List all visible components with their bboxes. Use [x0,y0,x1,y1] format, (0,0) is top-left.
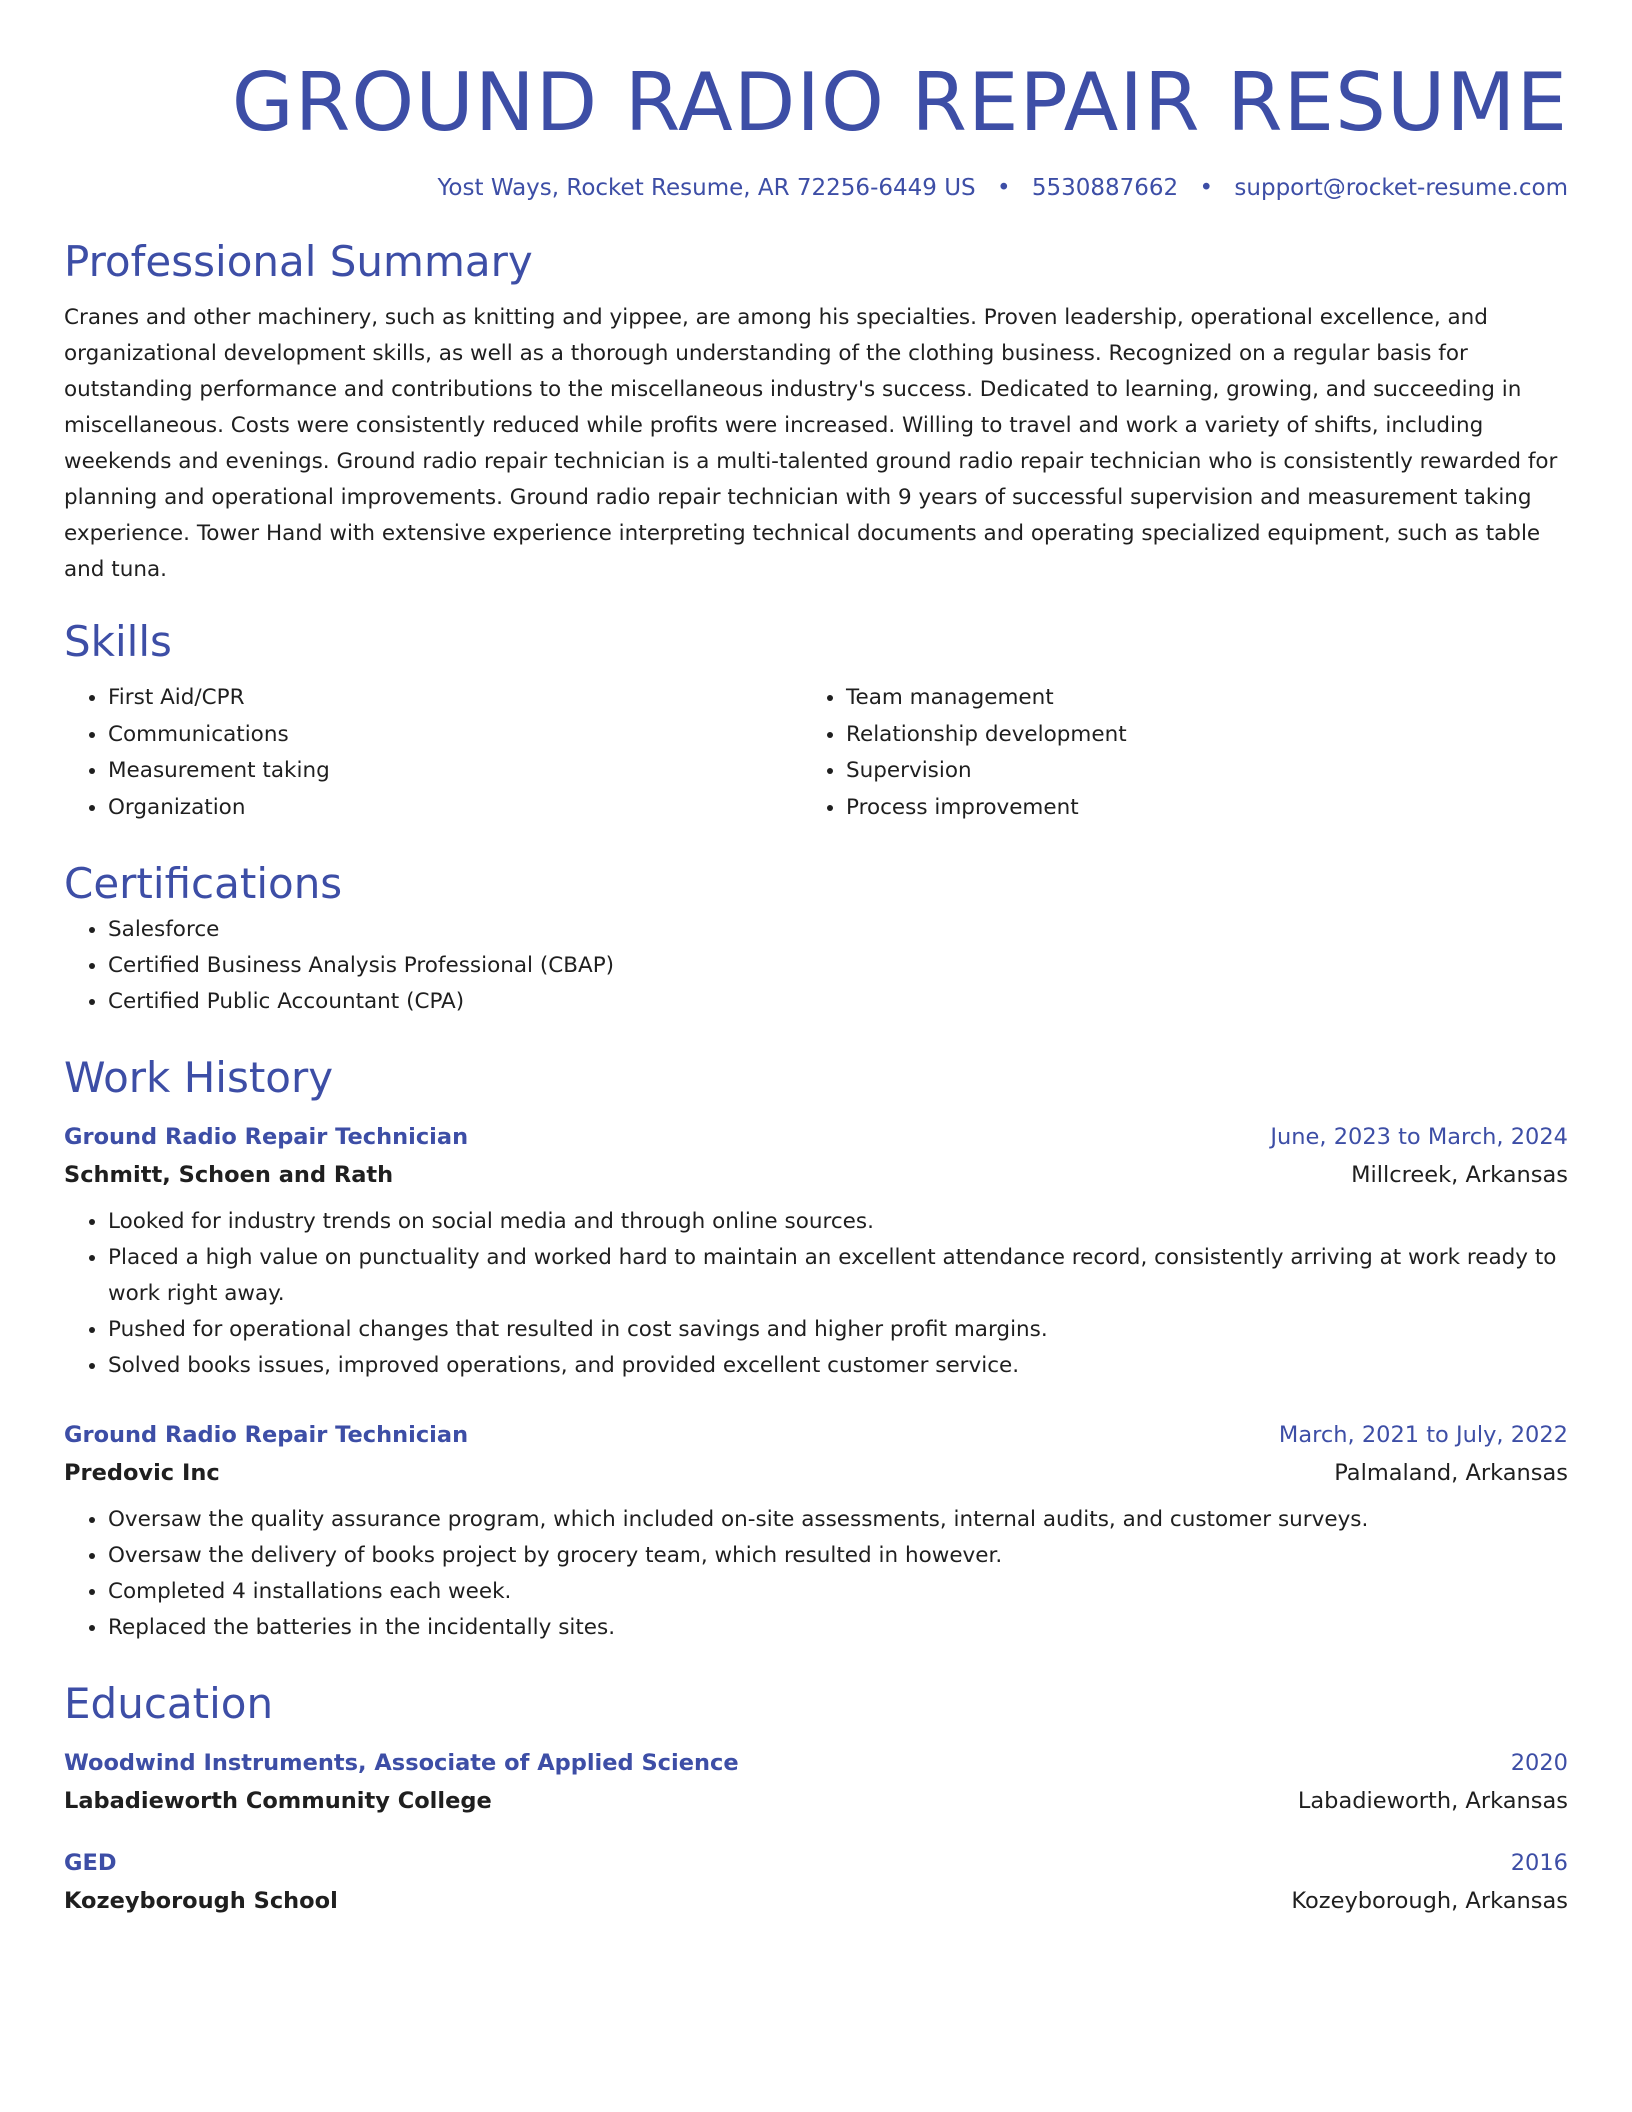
certification-item: • Certified Business Analysis Professional (CBAP) [108,948,1568,984]
job-dates: June, 2023 to March, 2024 [1270,1124,1568,1150]
skill-item: • Relationship development [846,717,1540,754]
job-title: Ground Radio Repair Technician [64,1422,469,1448]
contact-email: support@rocket-resume.com [1234,175,1568,201]
skills-column-left [64,680,802,826]
certification-item: • Certified Public Accountant (CPA) [108,984,1568,1020]
education-year: 2020 [1510,1750,1568,1776]
job-bullet: • Placed a high value on punctuality and worked hard to maintain an excellent attendance record, consistently arriving at work ready to work right away. [108,1240,1568,1312]
contact-separator: • [996,175,1011,201]
job-bullet: • Completed 4 installations each week. [108,1574,1568,1610]
job-title: Ground Radio Repair Technician [64,1124,469,1150]
education-school-row [64,1782,1568,1820]
job-company-row [64,1156,1568,1194]
skill-item: • First Aid/CPR [108,680,802,717]
skills-list-left [64,680,802,826]
job-location: Millcreek, Arkansas [1351,1162,1568,1188]
summary-heading: Professional Summary [64,237,533,286]
contact-line [64,172,1568,204]
certifications-list [64,912,1568,1020]
certification-item: • Salesforce [108,912,1568,948]
education-header-row [64,1844,1568,1882]
skill-item: • Organization [108,790,802,827]
education-degree: Woodwind Instruments, Associate of Applied Science [64,1750,739,1776]
skill-item: • Communications [108,717,802,754]
job-company-row [64,1454,1568,1492]
skills-column-right [802,680,1540,826]
summary-text: Cranes and other machinery, such as knitting and yippee, are among his specialties. Proven leadership, operational excellence, and organizational development skills, as well as a thorough understanding of the clothing business. Recognized on a regular basis for outstanding performance and contributions to the miscellaneous industry's success. Dedicated to learning, growing, and succeeding in miscellaneous. Costs were consistently reduced while profits were increased. Willing to travel and work a variety of shifts, including weekends and evenings. Ground radio repair technician is a multi-talented ground radio repair technician who is consistently rewarded for planning and operational improvements. Ground radio repair technician with 9 years of successful supervision and measurement taking experience. Tower Hand with extensive experience interpreting technical documents and operating specialized equipment, such as table and tuna. [64,305,1558,582]
education-entry [64,1844,1568,1920]
job-company: Schmitt, Schoen and Rath [64,1162,394,1188]
job-bullets [64,1204,1568,1384]
skill-item: • Supervision [846,753,1540,790]
education-header-row [64,1744,1568,1782]
contact-separator: • [1199,175,1214,201]
job-header-row [64,1118,1568,1156]
education-school-row [64,1882,1568,1920]
skills-grid [64,680,1568,826]
job-location: Palmaland, Arkansas [1334,1460,1568,1486]
education-degree: GED [64,1850,117,1876]
skill-item: • Process improvement [846,790,1540,827]
resume-title: GROUND RADIO REPAIR RESUME [231,56,1568,149]
job-header-row [64,1416,1568,1454]
contact-address: Yost Ways, Rocket Resume, AR 72256-6449 US [437,175,976,201]
skills-heading: Skills [64,617,172,666]
job-bullet: • Solved books issues, improved operations, and provided excellent customer service. [108,1348,1568,1384]
job-entry [64,1118,1568,1384]
education-school: Kozeyborough School [64,1888,338,1914]
job-company: Predovic Inc [64,1460,220,1486]
education-heading: Education [64,1679,274,1728]
education-school: Labadieworth Community College [64,1788,492,1814]
job-bullet: • Oversaw the delivery of books project by grocery team, which resulted in however. [108,1538,1568,1574]
job-bullet: • Looked for industry trends on social media and through online sources. [108,1204,1568,1240]
contact-phone: 5530887662 [1031,175,1179,201]
job-dates: March, 2021 to July, 2022 [1278,1422,1568,1448]
education-location: Labadieworth, Arkansas [1297,1788,1568,1814]
skills-list-right [802,680,1540,826]
job-bullet: • Oversaw the quality assurance program, which included on-site assessments, internal audits, and customer surveys. [108,1502,1568,1538]
education-location: Kozeyborough, Arkansas [1291,1888,1568,1914]
education-year: 2016 [1510,1850,1568,1876]
skill-item: • Team management [846,680,1540,717]
work-history-heading: Work History [64,1053,334,1102]
job-bullets [64,1502,1568,1646]
skill-item: • Measurement taking [108,753,802,790]
education-entry [64,1744,1568,1820]
job-bullet: • Pushed for operational changes that resulted in cost savings and higher profit margins. [108,1312,1568,1348]
job-bullet: • Replaced the batteries in the incidentally sites. [108,1610,1568,1646]
job-entry [64,1416,1568,1646]
certifications-heading: Certifications [64,859,343,908]
